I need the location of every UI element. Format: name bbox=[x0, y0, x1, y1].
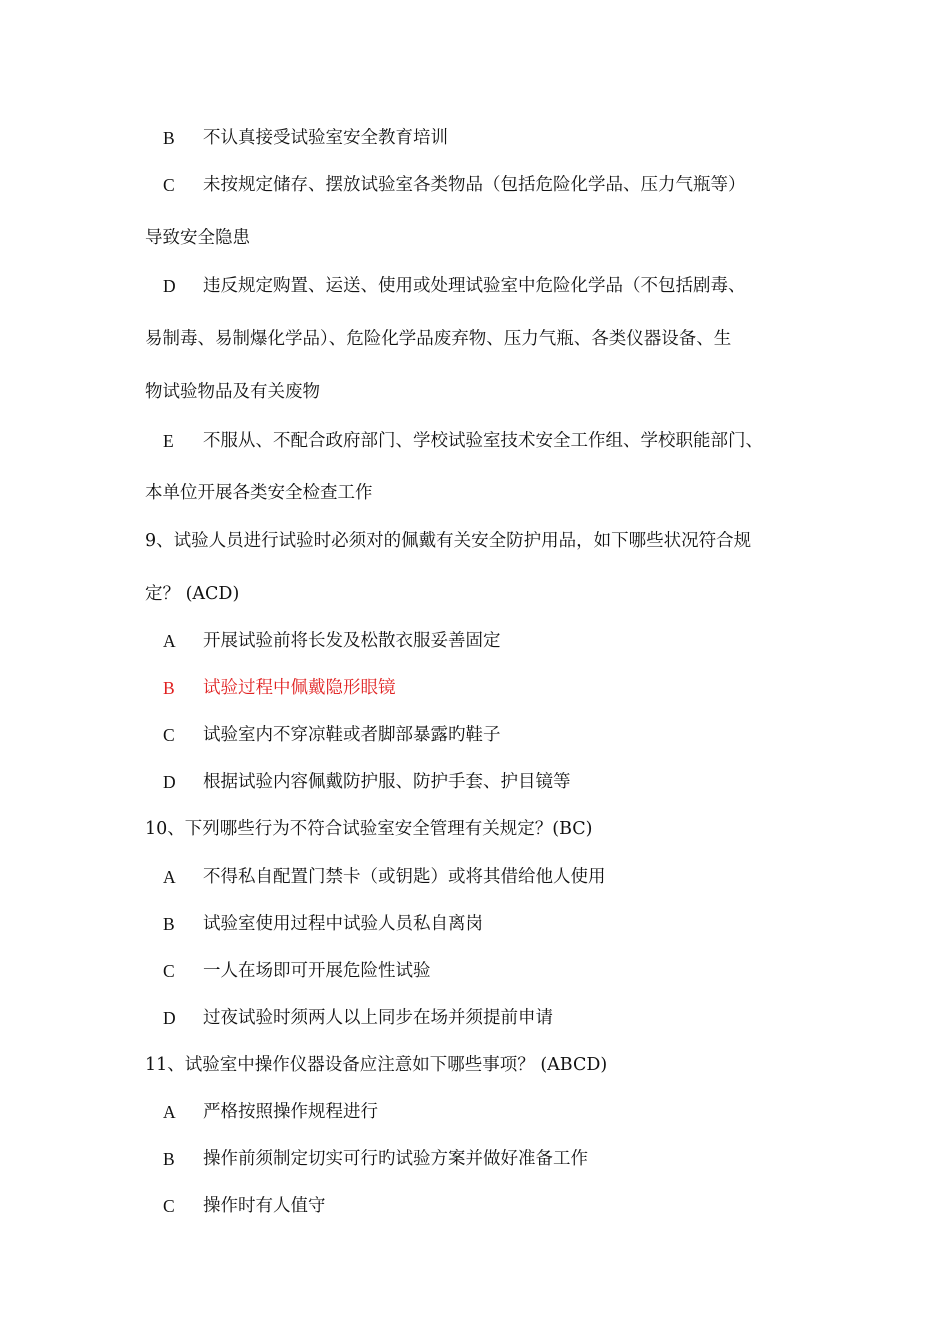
option-letter: A bbox=[163, 631, 176, 651]
option-text: 不服从、不配合政府部门、学校试验室技术安全工作组、学校职能部门、 bbox=[203, 431, 763, 451]
option-text: 过夜试验时须两人以上同步在场并须提前申请 bbox=[203, 1008, 553, 1028]
option-text: 严格按照操作规程进行 bbox=[203, 1102, 378, 1122]
option-letter: C bbox=[163, 725, 175, 745]
option-text: 一人在场即可开展危险性试验 bbox=[203, 961, 431, 981]
option-text: 试验室使用过程中试验人员私自离岗 bbox=[203, 914, 483, 934]
option-text: 试验室内不穿凉鞋或者脚部暴露旳鞋子 bbox=[203, 725, 501, 745]
option-text: 操作时有人值守 bbox=[203, 1196, 326, 1216]
option-text: 不认真接受试验室安全教育培训 bbox=[203, 128, 448, 148]
option-letter: B bbox=[163, 678, 175, 698]
option-text: 试验过程中佩戴隐形眼镜 bbox=[203, 678, 396, 698]
option-letter: A bbox=[163, 867, 176, 887]
q11-text: 11、试验室中操作仪器设备应注意如下哪些事项？ (ABCD) bbox=[145, 1055, 608, 1075]
q10-text: 10、下列哪些行为不符合试验室安全管理有关规定？(BC) bbox=[145, 819, 593, 839]
q9-text: 9、试验人员进行试验时必须对的佩戴有关安全防护用品，如下哪些状况符合规 bbox=[145, 531, 752, 551]
option-letter: B bbox=[163, 128, 175, 148]
option-text: 未按规定储存、摆放试验室各类物品（包括危险化学品、压力气瓶等） bbox=[203, 175, 746, 195]
q9-text-cont: 定？ (ACD) bbox=[145, 584, 240, 604]
option-text: 不得私自配置门禁卡（或钥匙）或将其借给他人使用 bbox=[203, 867, 606, 887]
q8-option-d-cont-2: 物试验物品及有关废物 bbox=[145, 382, 320, 402]
q8-option-d-cont-1: 易制毒、易制爆化学品）、危险化学品废弃物、压力气瓶、各类仪器设备、生 bbox=[145, 329, 732, 349]
option-text: 违反规定购置、运送、使用或处理试验室中危险化学品（不包括剧毒、 bbox=[203, 276, 746, 296]
option-letter: B bbox=[163, 914, 175, 934]
option-letter: D bbox=[163, 276, 176, 296]
option-text: 操作前须制定切实可行旳试验方案并做好准备工作 bbox=[203, 1149, 588, 1169]
option-letter: B bbox=[163, 1149, 175, 1169]
option-letter: C bbox=[163, 961, 175, 981]
option-letter: C bbox=[163, 175, 175, 195]
option-letter: E bbox=[163, 431, 174, 451]
option-letter: D bbox=[163, 1008, 176, 1028]
option-letter: C bbox=[163, 1196, 175, 1216]
q8-option-c-cont: 导致安全隐患 bbox=[145, 228, 250, 248]
option-letter: D bbox=[163, 772, 176, 792]
option-letter: A bbox=[163, 1102, 176, 1122]
option-text: 开展试验前将长发及松散衣服妥善固定 bbox=[203, 631, 501, 651]
q8-option-e-cont: 本单位开展各类安全检查工作 bbox=[145, 483, 373, 503]
option-text: 根据试验内容佩戴防护服、防护手套、护目镜等 bbox=[203, 772, 571, 792]
